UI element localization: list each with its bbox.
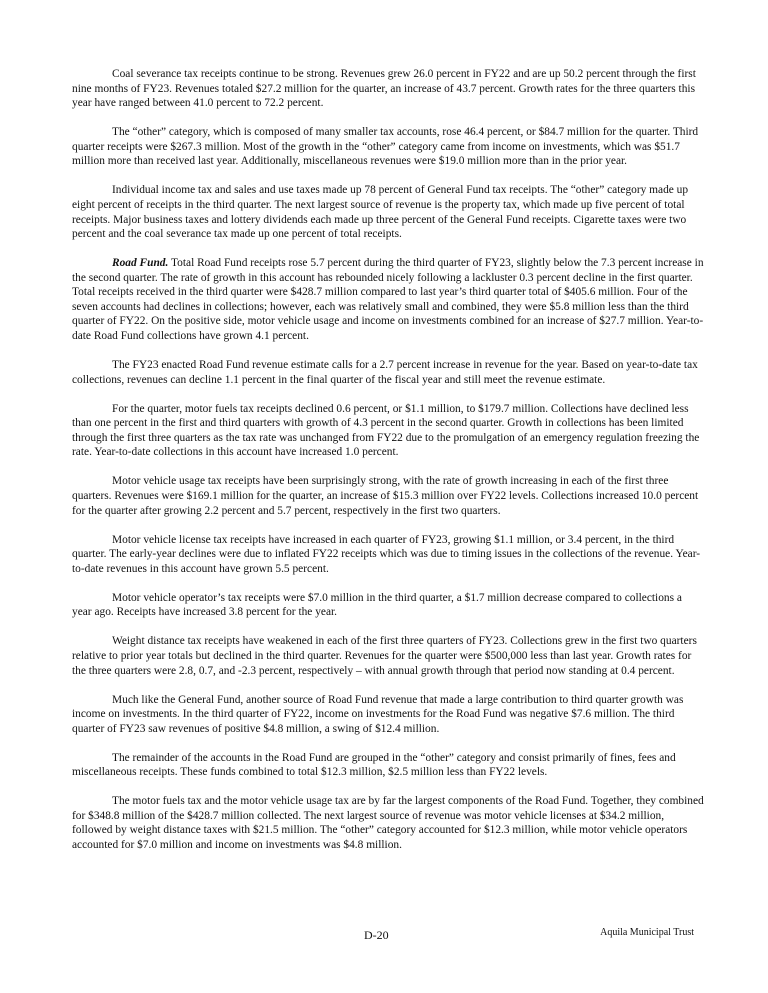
paragraph-text: Coal severance tax receipts continue to be strong. Revenues grew 26.0 percent in FY22 and are up 50.2 percent through the first nine months of FY23. Revenues totaled $27.2 million for the quarter, an increase of 43.7 percent. Growth rates for the three quarters this year have ranged between 41.0 percent to 72.2 percent. <box>72 68 696 110</box>
page-number: D-20 <box>364 928 389 942</box>
paragraph-largest-components <box>72 794 704 852</box>
paragraph-text: Weight distance tax receipts have weakened in each of the first three quarters of FY23. Collections grew in the first two quarters relative to prior year totals but declined in the third quarter. Revenues for the quarter were $500,000 less than last year. Growth rates for the three quarters were 2.8, 0.7, and -2.3 percent, respectively – with annual growth through that period now standing at 0.4 percent. <box>72 635 697 677</box>
paragraph-text: The “other” category, which is composed of many smaller tax accounts, rose 46.4 percent, or $84.7 million for the quarter. Third quarter receipts were $267.3 million. Most of the growth in the “other” category came from income on investments, which was $51.7 million more than received last year. Additionally, miscellaneous revenues were $19.0 million more than in the prior year. <box>72 126 699 168</box>
paragraph-revenue-estimate <box>72 358 704 387</box>
paragraph-text: Much like the General Fund, another source of Road Fund revenue that made a large contribution to third quarter growth was income on investments. In the third quarter of FY22, income on investments for the Road Fund was negative $7.6 million. The third quarter of FY23 saw revenues of positive $4.8 million, a swing of $12.4 million. <box>72 693 684 735</box>
paragraph-text: The motor fuels tax and the motor vehicle usage tax are by far the largest components of the Road Fund. Together, they combined for $348.8 million of the $428.7 million collected. The next largest source of revenue was motor vehicle licenses at $34.2 million, followed by weight distance taxes with $21.5 million. The “other” category accounted for $12.3 million, while motor vehicle operators accounted for $7.0 million and income on investments was $4.8 million. <box>72 795 704 852</box>
document-body <box>72 67 704 867</box>
paragraph-text: Motor vehicle operator’s tax receipts were $7.0 million in the third quarter, a $1.7 million decrease compared to collections a year ago. Receipts have increased 3.8 percent for the year. <box>72 591 682 619</box>
paragraph-motor-fuels <box>72 402 704 460</box>
section-lead-road-fund: Road Fund. <box>112 257 169 270</box>
paragraph-weight-distance <box>72 634 704 678</box>
paragraph-text: Motor vehicle usage tax receipts have been surprisingly strong, with the rate of growth increasing in each of the first three quarters. Revenues were $169.1 million for the quarter, an increase of $15.3 million over FY22 levels. Collections increased 10.0 percent for the quarter after growing 2.2 percent and 5.7 percent, respectively in the first two quarters. <box>72 475 699 517</box>
paragraph-road-fund <box>72 256 704 344</box>
paragraph-coal-severance <box>72 67 704 111</box>
paragraph-text: The remainder of the accounts in the Road Fund are grouped in the “other” category and consist primarily of fines, fees and miscellaneous receipts. These funds combined to total $12.3 million, $2.5 million less than FY22 levels. <box>72 751 676 779</box>
paragraph-general-fund-composition <box>72 183 704 241</box>
paragraph-text: Motor vehicle license tax receipts have increased in each quarter of FY23, growing $1.1 million, or 3.4 percent, in the third quarter. The early-year declines were due to inflated FY22 receipts which was due to timing issues in the collections of the revenue. Year-to-date revenues in this account have grown 5.5 percent. <box>72 533 701 575</box>
paragraph-motor-vehicle-operators <box>72 591 704 620</box>
paragraph-text: For the quarter, motor fuels tax receipts declined 0.6 percent, or $1.1 million, to $179.7 million. Collections have declined less than one percent in the first and third quarters with growth of 4.3 percent in the second quarter. Growth in collections has been limited through the first three quarters as the tax rate was unchanged from FY22 due to the promulgation of an emergency regulation freezing the rate. Year-to-date collections in this account have increased 1.0 percent. <box>72 402 700 459</box>
footer-organization: Aquila Municipal Trust <box>600 927 694 938</box>
paragraph-text: Total Road Fund receipts rose 5.7 percent during the third quarter of FY23, slightly below the 7.3 percent increase in the second quarter. The rate of growth in this account has rebounded nicely following a lackluster 0.3 percent decline in the first quarter. Total receipts received in the third quarter were $428.7 million compared to last year’s third quarter total of $405.6 million. Four of the seven accounts had declines in collections; however, each was relatively small and combined, they were $5.8 million less than the third quarter of FY22. On the positive side, motor vehicle usage and income on investments combined for an increase of $27.7 million. Year-to-date Road Fund collections have grown 4.1 percent. <box>72 257 704 343</box>
paragraph-text: Individual income tax and sales and use taxes made up 78 percent of General Fund tax receipts. The “other” category made up eight percent of receipts in the third quarter. The next largest source of revenue is the property tax, which made up five percent of total receipts. Major business taxes and lottery dividends each made up three percent of the General Fund receipts. Cigarette taxes were two percent and the coal severance tax made up one percent of total receipts. <box>72 184 689 241</box>
paragraph-motor-vehicle-license <box>72 533 704 577</box>
paragraph-motor-vehicle-usage <box>72 474 704 518</box>
paragraph-text: The FY23 enacted Road Fund revenue estimate calls for a 2.7 percent increase in revenue for the year. Based on year-to-date tax collections, revenues can decline 1.1 percent in the final quarter of the fiscal year and still meet the revenue estimate. <box>72 359 698 386</box>
paragraph-other-category <box>72 125 704 169</box>
paragraph-other-accounts <box>72 751 704 780</box>
paragraph-income-on-investments <box>72 693 704 737</box>
